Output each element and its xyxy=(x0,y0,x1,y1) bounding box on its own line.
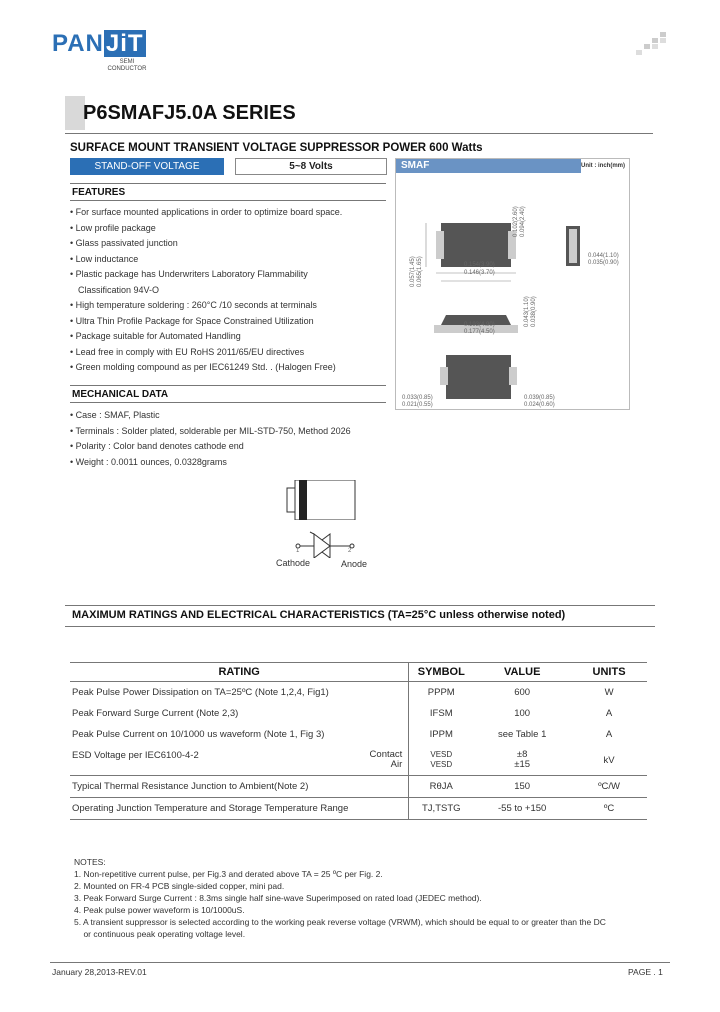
dim-d16: 0.024(0.60) xyxy=(524,402,555,408)
dim-d1: 0.102(2.60) xyxy=(513,206,519,237)
pin-1: 1 xyxy=(296,548,300,554)
feature-item: • Plastic package has Underwriters Laboratory Flammability xyxy=(70,269,308,279)
col-rating: RATING xyxy=(70,663,409,682)
mech-rule-bottom xyxy=(70,402,386,403)
feature-item: • For surface mounted applications in order to optimize board space. xyxy=(70,207,343,217)
dim-d15: 0.039(0.85) xyxy=(524,395,555,401)
mech-item: • Terminals : Solder plated, solderable per MIL-STD-750, Method 2026 xyxy=(70,425,351,436)
logo-jit: JiT xyxy=(105,30,144,57)
feature-item: • Glass passivated junction xyxy=(70,238,178,248)
dim-d14: 0.021(0.55) xyxy=(402,402,433,408)
note-item: 5. A transient suppressor is selected according to the working peak reverse voltage (VRWM), which should be equal to or greater than the DC xyxy=(74,917,606,927)
note-item: 3. Peak Forward Surge Current : 8.3ms single half sine-wave Superimposed on rated load (JEDEC method). xyxy=(74,893,482,903)
package-diagram xyxy=(395,158,630,410)
dim-d9: 0.043(1.10) xyxy=(524,296,530,327)
ratings-rule-top xyxy=(65,605,655,606)
corner-decoration xyxy=(632,32,672,60)
feature-item: • Green molding compound as per IEC61249 Std. . (Halogen Free) xyxy=(70,362,336,372)
mech-item: • Polarity : Color band denotes cathode end xyxy=(70,441,244,451)
standoff-badge: STAND-OFF VOLTAGE xyxy=(70,158,224,175)
table-row: Peak Pulse Power Dissipation on TA=25ºC (Note 1,2,4, Fig1) PPPM 600 W xyxy=(70,682,647,704)
logo-sub-2: CONDUCTOR xyxy=(107,66,147,72)
mech-item: • Case : SMAF, Plastic xyxy=(70,410,160,420)
col-symbol: SYMBOL xyxy=(409,663,473,682)
dim-d6: 0.065(1.65) xyxy=(417,256,423,287)
dim-d11: 0.193(4.90) xyxy=(464,322,495,328)
dim-d4: 0.035(0.90) xyxy=(588,260,619,266)
dim-d13: 0.033(0.85) xyxy=(402,395,433,401)
table-header xyxy=(70,663,647,682)
note-item: 2. Mounted on FR-4 PCB single-sided copper, mini pad. xyxy=(74,881,285,891)
dim-d5: 0.057(1.45) xyxy=(410,256,416,287)
features-rule-top xyxy=(70,183,386,184)
col-value: VALUE xyxy=(473,663,571,682)
mechanical-heading: MECHANICAL DATA xyxy=(72,389,169,400)
feature-item: • Lead free in comply with EU RoHS 2011/65/EU directives xyxy=(70,346,305,357)
ratings-rule-bottom xyxy=(65,626,655,627)
footer-rule xyxy=(50,962,670,963)
feature-item: Classification 94V-O xyxy=(78,284,160,295)
note-item: or continuous peak operating voltage level. xyxy=(74,929,246,939)
logo xyxy=(52,30,146,58)
footer-date: January 28,2013-REV.01 xyxy=(52,967,147,977)
feature-item: • Low profile package xyxy=(70,222,156,233)
feature-item: • High temperature soldering : 260°C /10 seconds at terminals xyxy=(70,300,317,310)
pin-2: 2 xyxy=(348,548,352,554)
features-rule-bottom xyxy=(70,200,386,201)
mech-rule-top xyxy=(70,385,386,386)
table-row: ESD Voltage per IEC6100-4-2 Contact Air VESD VESD ±8 ±15 kV xyxy=(70,745,647,776)
logo-sub xyxy=(106,59,148,73)
feature-item: • Package suitable for Automated Handling xyxy=(70,331,241,341)
feature-item: • Ultra Thin Profile Package for Space Constrained Utilization xyxy=(70,315,314,326)
logo-sub-1: SEMI xyxy=(119,59,135,65)
note-item: 1. Non-repetitive current pulse, per Fig.3 and derated above TA = 25 ºC per Fig. 2. xyxy=(74,869,383,879)
logo-pan: PAN xyxy=(52,30,104,57)
notes-heading: NOTES: xyxy=(74,857,106,867)
ratings-table xyxy=(70,662,647,820)
table-row: Peak Forward Surge Current (Note 2,3) IFSM 100 A xyxy=(70,703,647,724)
title-accent xyxy=(65,96,85,130)
table-row: Peak Pulse Current on 10/1000 us waveform (Note 1, Fig 3) IPPM see Table 1 A xyxy=(70,724,647,745)
diode-package-icon xyxy=(285,480,365,520)
package-diagram-header xyxy=(396,159,629,173)
note-item: 4. Peak pulse power waveform is 10/1000uS. xyxy=(74,905,245,915)
subtitle: SURFACE MOUNT TRANSIENT VOLTAGE SUPPRESSOR POWER 600 Watts xyxy=(70,142,483,154)
table-row: Typical Thermal Resistance Junction to Ambient(Note 2) RθJA 150 ºC/W xyxy=(70,776,647,798)
features-heading: FEATURES xyxy=(72,187,126,198)
notes xyxy=(74,856,674,940)
dim-d7: 0.154(3.90) xyxy=(464,262,495,268)
cathode-label: Cathode xyxy=(276,558,311,568)
dim-d10: 0.038(0.90) xyxy=(531,296,537,327)
package-name: SMAF xyxy=(401,160,430,171)
mech-item: • Weight : 0.0011 ounces, 0.0328grams xyxy=(70,456,227,467)
standoff-value: 5~8 Volts xyxy=(235,158,387,175)
dim-d12: 0.177(4.50) xyxy=(464,329,495,335)
table-row: Operating Junction Temperature and Storage Temperature Range TJ,TSTG -55 to +150 ºC xyxy=(70,798,647,820)
dim-d8: 0.146(3.70) xyxy=(464,270,495,276)
title-rule xyxy=(65,133,653,134)
dim-d2: 0.094(2.40) xyxy=(520,206,526,237)
feature-item: • Low inductance xyxy=(70,253,139,264)
dim-d3: 0.044(1.10) xyxy=(588,253,619,259)
mechanical-list xyxy=(70,408,390,470)
anode-label: Anode xyxy=(341,559,368,569)
features-list xyxy=(70,205,390,376)
footer-page: PAGE . 1 xyxy=(628,967,663,977)
ratings-heading: MAXIMUM RATINGS AND ELECTRICAL CHARACTERISTICS (TA=25°C unless otherwise noted) xyxy=(72,609,566,621)
page-title: P6SMAFJ5.0A SERIES xyxy=(83,102,296,124)
col-units: UNITS xyxy=(571,663,647,682)
package-unit: Unit : inch(mm) xyxy=(581,159,629,173)
